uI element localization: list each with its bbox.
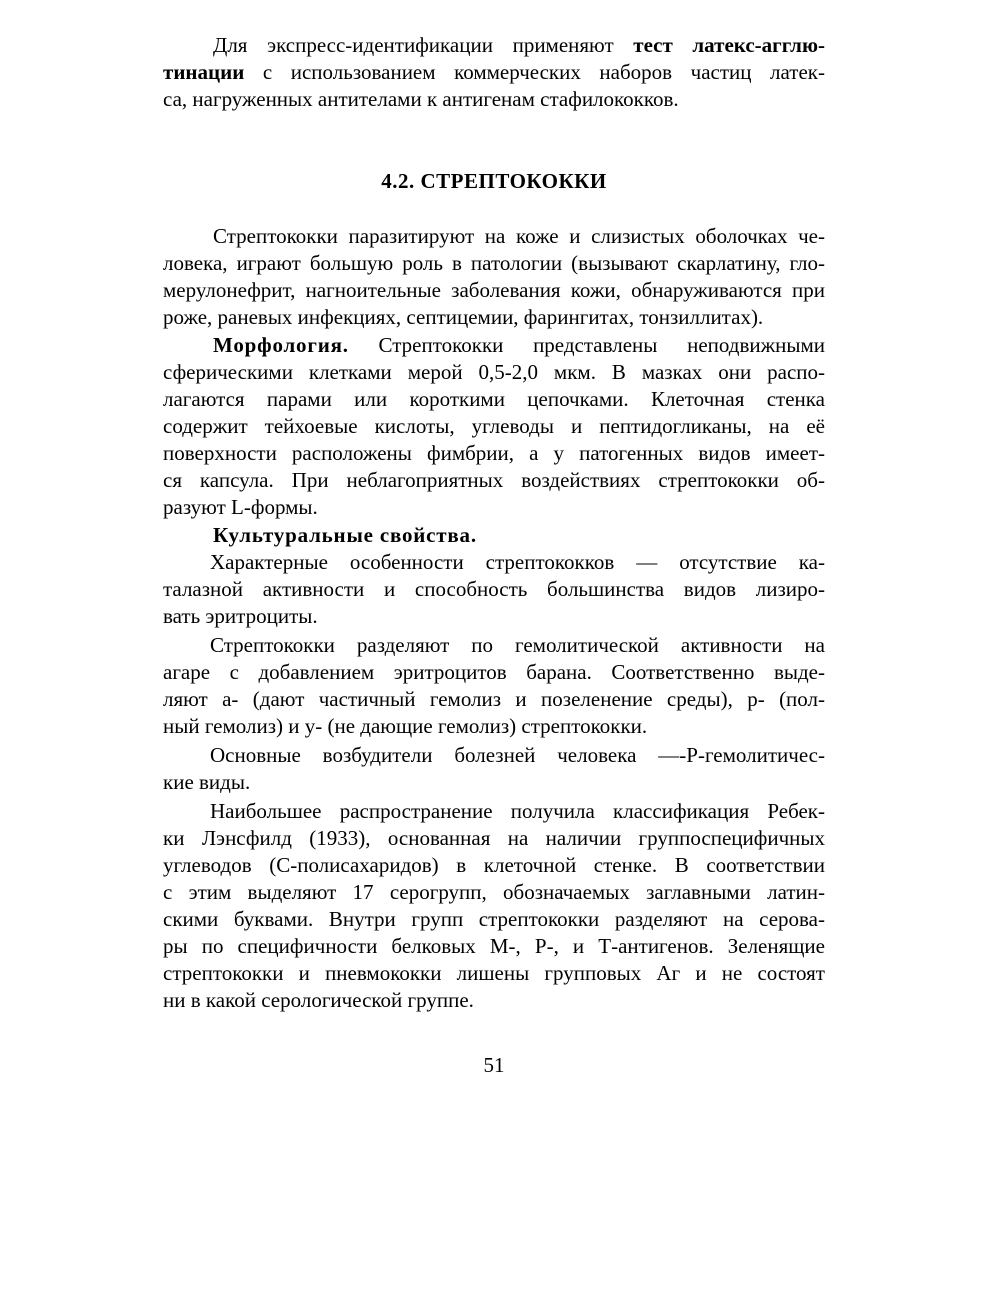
intro-text: Для экспресс-идентификации применяют <box>213 33 634 57</box>
intro-line <box>213 32 825 59</box>
morphology-line: поверхности расположены фимбрии, а у патогенных видов имеет- <box>163 441 825 465</box>
cultural-line: ры по специфичности белковых М-, Р-, и Т-антигенов. Зеленящие <box>163 934 825 958</box>
cultural-line: Основные возбудители болезней человека —-Р-гемолитичес- <box>210 743 825 767</box>
intro-line: са, нагруженных антителами к антигенам стафилококков. <box>163 87 679 111</box>
cultural-line: Наибольшее распространение получила классификация Ребек- <box>210 799 825 823</box>
cultural-line: скими буквами. Внутри групп стрептококки разделяют на серова- <box>163 907 825 931</box>
paragraph-line: Стрептококки паразитируют на коже и слизистых оболочках че- <box>213 224 825 248</box>
cultural-line: стрептококки и пневмококки лишены групповых Аг и не состоят <box>163 961 825 985</box>
cultural-line: агаре с добавлением эритроцитов барана. Соответственно выде- <box>163 660 825 684</box>
paragraph-line: мерулонефрит, нагноительные заболевания кожи, обнаруживаются при <box>163 278 825 302</box>
morphology-text: Стрептококки представлены неподвижными <box>348 333 825 357</box>
cultural-line: ни в какой серологической группе. <box>163 988 474 1012</box>
morphology-line: разуют L-формы. <box>163 495 318 519</box>
morphology-title: Морфология. <box>213 333 349 357</box>
morphology-line: сферическими клетками мерой 0,5-2,0 мкм. В мазках они распо- <box>163 360 825 384</box>
cultural-line: Стрептококки разделяют по гемолитической активности на <box>210 633 825 657</box>
cultural-line: кие виды. <box>163 770 251 794</box>
intro-bold-term: тест латекс-агглю- <box>633 33 825 57</box>
paragraph-line: ловека, играют большую роль в патологии (вызывают скарлатину, гло- <box>163 251 825 275</box>
cultural-line: ный гемолиз) и у- (не дающие гемолиз) стрептококки. <box>163 714 648 738</box>
morphology-line: ся капсула. При неблагоприятных воздействиях стрептококки об- <box>163 468 825 492</box>
morphology-line: содержит тейхоевые кислоты, углеводы и пептидогликаны, на её <box>163 414 825 438</box>
cultural-line: углеводов (С-полисахаридов) в клеточной стенке. В соответствии <box>163 853 825 877</box>
intro-text: с использованием коммерческих наборов частиц латек- <box>244 60 825 84</box>
morphology-line: лагаются парами или короткими цепочками. Клеточная стенка <box>163 387 825 411</box>
intro-bold-term: тинации <box>163 60 245 84</box>
cultural-line: вать эритроциты. <box>163 604 318 628</box>
section-heading: 4.2. СТРЕПТОКОККИ <box>381 169 607 193</box>
morphology-line <box>213 332 825 359</box>
intro-line <box>163 59 825 86</box>
cultural-line: ки Лэнсфилд (1933), основанная на наличии группоспецифичных <box>163 826 825 850</box>
cultural-line: Характерные особенности стрептококков — отсутствие ка- <box>210 550 825 574</box>
paragraph-line: роже, раневых инфекциях, септицемии, фарингитах, тонзиллитах). <box>163 305 764 329</box>
cultural-title: Культуральные свойства. <box>213 523 477 547</box>
cultural-line: с этим выделяют 17 серогрупп, обозначаемых заглавными латин- <box>163 880 825 904</box>
page-number: 51 <box>483 1053 505 1077</box>
cultural-line: ляют а- (дают частичный гемолиз и позеленение среды), р- (пол- <box>163 687 825 711</box>
cultural-line: талазной активности и способность большинства видов лизиро- <box>163 577 825 601</box>
